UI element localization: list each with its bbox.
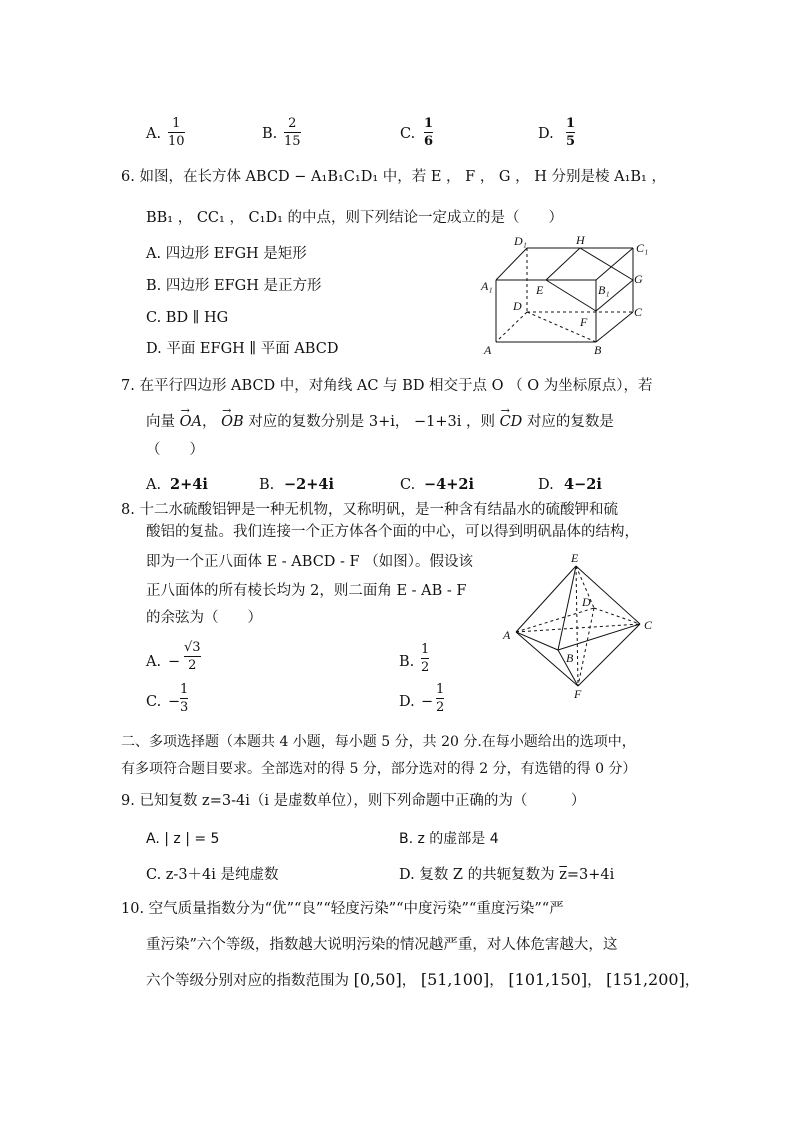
denominator: 3	[180, 700, 189, 715]
q5-option-a-letter: A.	[146, 126, 162, 142]
denominator: 2	[421, 660, 430, 675]
q8-stem-line2: 酸铝的复盐。我们连接一个正方体各个面的中心，可以得到明矾晶体的结构，	[146, 524, 639, 540]
label-d: D	[582, 595, 591, 609]
denominator: 6	[424, 134, 434, 149]
numerator: 1	[566, 116, 576, 131]
numerator: 1	[436, 682, 445, 697]
q8-stem-line3: 即为一个正八面体 E - ABCD - F （如图）。假设该	[146, 554, 473, 570]
q10-stem-line2: 重污染”六个等级，指数越大说明污染的情况越严重，对人体危害越大，这	[146, 937, 618, 953]
range-3: [101,150]	[508, 970, 588, 989]
text: D. 复数 Z 的共轭复数为	[399, 867, 555, 883]
q7-option-a-letter: A.	[146, 477, 162, 493]
q7-stem-line2: 向量 → OA， → OB 对应的复数分别是 3+i， −1+3i ，则 → CD 对应的复数是	[146, 412, 614, 432]
label-h: H	[576, 233, 585, 247]
text: 对应的复数是	[526, 414, 614, 430]
q8-option-d-sign: −	[421, 694, 434, 710]
label-a1: A₁	[481, 279, 493, 293]
q7-option-b-value: −2+4i	[284, 476, 334, 493]
q7-stem-line3: （ ）	[146, 442, 204, 458]
q6-stem-line2: BB₁ ， CC₁ ， C₁D₁ 的中点，则下列结论一定成立的是（ ）	[146, 210, 564, 226]
q8-stem-line5: 的余弦为（ ）	[146, 610, 262, 626]
q7-option-a-value: 2+4i	[170, 476, 208, 493]
q8-option-a-letter: A.	[146, 654, 162, 670]
text: 向量	[146, 414, 175, 430]
section2-heading-line1: 二、多项选择题（本题共 4 小题，每小题 5 分，共 20 分.在每小题给出的选项中，	[121, 734, 636, 750]
q8-option-d-letter: D.	[399, 694, 415, 710]
q8-option-c-fraction	[180, 682, 188, 715]
q9-option-d	[399, 865, 614, 885]
q7-option-c-letter: C.	[400, 477, 416, 493]
q7-option-d-value: 4−2i	[564, 476, 602, 493]
label-b1: B₁	[598, 283, 610, 297]
q7-option-b-letter: B.	[259, 477, 275, 493]
numerator: 1	[172, 116, 181, 131]
text: 对应的复数分别是 3+i， −1+3i ，则	[248, 414, 495, 430]
numerator: 2	[288, 116, 297, 131]
label-c: C	[634, 305, 643, 319]
denominator: 5	[566, 134, 576, 149]
label-b: B	[566, 651, 574, 665]
section2-heading-line2: 有多项符合题目要求。全部选对的得 5 分，部分选对的得 2 分，有选错的得 0 分）	[121, 761, 637, 777]
range-1: [0,50]	[353, 970, 402, 989]
q8-stem-line1: 8. 十二水硫酸铝钾是一种无机物，又称明矾，是一种含有结晶水的硫酸钾和硫	[121, 502, 618, 518]
q6-option-b: B. 四边形 EFGH 是正方形	[146, 278, 322, 294]
range-2: [51,100]	[420, 970, 490, 989]
range-4: [151,200]	[606, 970, 685, 989]
q6-stem-line1: 6. 如图，在长方体 ABCD − A₁B₁C₁D₁ 中，若 E ， F ， G ， H 分别是棱 A₁B₁ ，	[121, 169, 666, 185]
q9-option-a: A. | z | = 5	[146, 831, 220, 847]
q7-stem-line1: 7. 在平行四边形 ABCD 中，对角线 AC 与 BD 相交于点 O （ O 为坐标原点），若	[121, 378, 653, 394]
label-f: F	[574, 687, 582, 698]
label-c: C	[644, 618, 653, 632]
q7-option-c-value: −4+2i	[424, 476, 474, 493]
label-d1: D₁	[514, 234, 527, 248]
vector-oa: → OA	[180, 412, 202, 432]
label-f: F	[580, 315, 588, 329]
q5-option-c-letter: C.	[400, 126, 416, 142]
q5-option-d-fraction	[566, 116, 575, 149]
q6-option-c: C. BD ∥ HG	[146, 310, 229, 326]
q6-option-a: A. 四边形 EFGH 是矩形	[146, 246, 307, 262]
q9-option-c: C. z-3＋4i 是纯虚数	[146, 867, 279, 883]
label-e: E	[536, 283, 544, 297]
text: =3+4i	[566, 867, 615, 883]
q5-option-a-fraction	[168, 116, 185, 149]
numerator: 1	[421, 642, 430, 657]
cuboid-figure	[478, 232, 668, 360]
q5-option-d-letter: D.	[538, 126, 554, 142]
q5-option-b-fraction	[284, 116, 301, 149]
q8-option-a-sign: −	[168, 654, 181, 670]
label-d: D	[513, 299, 522, 313]
vector-ob: → OB	[221, 412, 244, 432]
q5-option-c-fraction	[424, 116, 433, 149]
label-c1: C₁	[636, 241, 649, 255]
numerator: 1	[180, 682, 189, 697]
q8-stem-line4: 正八面体的所有棱长均为 2，则二面角 E - AB - F	[146, 583, 467, 599]
q9-stem: 9. 已知复数 z=3-4i（i 是虚数单位），则下列命题中正确的为（ ）	[121, 793, 586, 809]
label-b: B	[594, 343, 602, 357]
q7-option-d-letter: D.	[538, 477, 554, 493]
octahedron-figure	[498, 548, 668, 698]
q10-stem-line1: 10. 空气质量指数分为“优”“良”“轻度污染”“中度污染”“重度污染”“严	[121, 901, 564, 917]
q8-option-b-letter: B.	[399, 654, 415, 670]
denominator: 2	[188, 658, 197, 673]
q6-option-d: D. 平面 EFGH ∥ 平面 ABCD	[146, 341, 339, 357]
q8-option-d-fraction	[436, 682, 444, 715]
q8-option-c-letter: C.	[146, 694, 162, 710]
text: 六个等级分别对应的指数范围为	[146, 973, 349, 989]
label-g: G	[634, 272, 643, 286]
label-a: A	[484, 343, 492, 357]
q10-stem-line3: 六个等级分别对应的指数范围为 [0,50]， [51,100]， [101,150]， [151,200]，	[146, 970, 700, 989]
q8-option-b-fraction	[421, 642, 429, 675]
label-a: A	[503, 628, 511, 642]
label-e: E	[571, 551, 579, 565]
numerator: 1	[424, 116, 434, 131]
denominator: 10	[168, 134, 185, 149]
q9-option-b: B. z 的虚部是 4	[399, 831, 499, 847]
q8-option-c-sign: −	[168, 694, 181, 710]
q8-option-a-fraction	[184, 640, 201, 673]
numerator: √3	[184, 640, 201, 655]
q5-option-b-letter: B.	[262, 126, 278, 142]
conjugate-z: $\overline{z}$	[559, 867, 567, 883]
denominator: 2	[436, 700, 445, 715]
vector-cd: → CD	[500, 412, 523, 432]
denominator: 15	[284, 134, 301, 149]
